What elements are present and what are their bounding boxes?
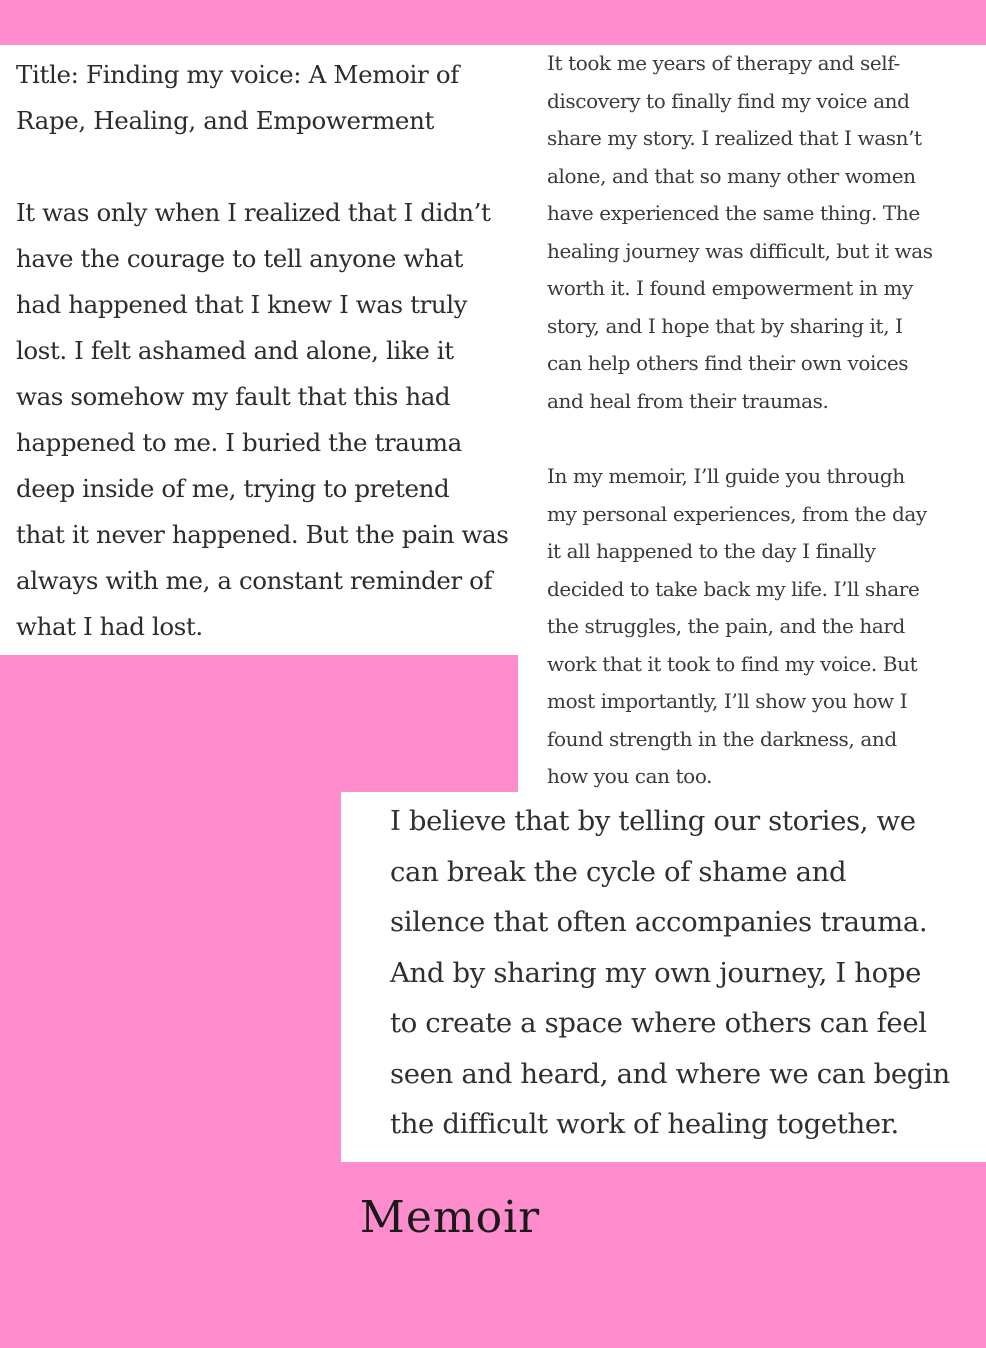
paragraph-line: that it never happened. But the pain was: [16, 520, 509, 549]
paragraph-line: can help others find their own voices: [547, 351, 909, 375]
paragraph-line: how you can too.: [547, 764, 713, 788]
paragraph-line: healing journey was difficult, but it was: [547, 238, 933, 263]
paragraph-line: my personal experiences, from the day: [547, 501, 927, 526]
paragraph-line: story, and I hope that by sharing it, I: [547, 313, 903, 338]
paragraph-line: most importantly, I’ll show you how I: [547, 689, 908, 713]
paragraph-line: had happened that I knew I was truly: [16, 290, 468, 319]
paragraph-line: have the courage to tell anyone what: [16, 244, 463, 273]
paragraph-line: have experienced the same thing. The: [547, 201, 920, 225]
paragraph-line: happened to me. I buried the trauma: [16, 428, 462, 457]
paragraph-line: I believe that by telling our stories, we: [390, 805, 916, 837]
paragraph-line: decided to take back my life. I’ll share: [547, 576, 920, 601]
paragraph-line: In my memoir, I’ll guide you through: [547, 464, 905, 488]
paragraph-line: the difficult work of healing together.: [390, 1108, 899, 1140]
right-paragraph-1: [547, 45, 933, 420]
title-line: Rape, Healing, and Empowerment: [16, 106, 434, 135]
paragraph-line: was somehow my fault that this had: [16, 382, 451, 411]
title-line: Title: Finding my voice: A Memoir of: [16, 60, 459, 89]
paragraph-line: It took me years of therapy and self-: [547, 51, 900, 75]
paragraph-line: work that it took to find my voice. But: [547, 651, 918, 676]
paragraph-line: it all happened to the day I finally: [547, 539, 876, 563]
paragraph-line: It was only when I realized that I didn’t: [16, 198, 491, 227]
paragraph-line: discovery to finally find my voice and: [547, 88, 910, 113]
paragraph-line: deep inside of me, trying to pretend: [16, 474, 450, 503]
paragraph-line: the struggles, the pain, and the hard: [547, 614, 905, 638]
paragraph-line: share my story. I realized that I wasn’t: [547, 126, 922, 150]
paragraph-line: always with me, a constant reminder of: [16, 566, 493, 595]
paragraph-line: silence that often accompanies trauma.: [390, 906, 928, 938]
paragraph-line: worth it. I found empowerment in my: [547, 276, 913, 300]
paragraph-line: alone, and that so many other women: [547, 163, 916, 188]
paragraph-line: what I had lost.: [16, 612, 203, 641]
paragraph-line: seen and heard, and where we can begin: [390, 1057, 950, 1090]
memoir-title: [16, 52, 459, 144]
memoir-label: Memoir: [359, 1192, 541, 1243]
right-paragraph-2: [547, 458, 927, 796]
paragraph-line: lost. I felt ashamed and alone, like it: [16, 336, 454, 365]
paragraph-line: can break the cycle of shame and: [390, 855, 847, 888]
left-paragraph: [16, 190, 508, 650]
paragraph-line: found strength in the darkness, and: [547, 726, 897, 751]
paragraph-line: to create a space where others can feel: [390, 1007, 927, 1039]
paragraph-line: and heal from their traumas.: [547, 388, 829, 413]
paragraph-line: And by sharing my own journey, I hope: [390, 956, 922, 989]
bottom-paragraph: [390, 796, 950, 1150]
